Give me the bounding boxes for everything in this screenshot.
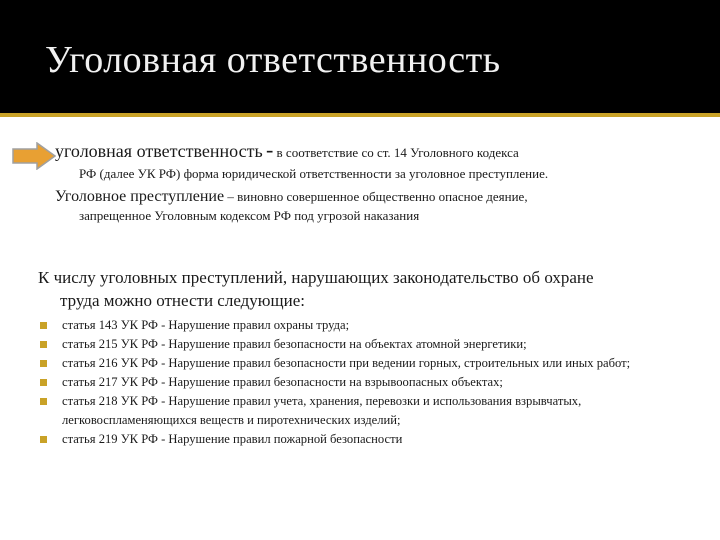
slide-title: Уголовная ответственность [45, 39, 501, 81]
accent-divider [0, 113, 720, 117]
definition-text-continued: запрещенное Уголовным кодексом РФ под угрозой наказания [79, 208, 420, 223]
list-item [38, 335, 703, 354]
list-item-text: статья 215 УК РФ - Нарушение правил безопасности на объектах атомной энергетики; [62, 337, 527, 351]
intro-line: К числу уголовных преступлений, нарушающих законодательство об охране [38, 268, 594, 287]
list-item-text: статья 217 УК РФ - Нарушение правил безопасности на взрывоопасных объектах; [62, 375, 503, 389]
definition-text: в соответствие со ст. 14 Уголовного кодекса [276, 145, 519, 160]
list-item [38, 373, 703, 392]
definition-term: уголовная ответственность [55, 141, 263, 161]
list-item-text: статья 218 УК РФ - Нарушение правил учета, хранения, перевозки и использования взрывчатых, легковоспламеняющихся веществ и пиротехнических изделий; [62, 394, 582, 427]
list-item-text: статья 216 УК РФ - Нарушение правил безопасности при ведении горных, строительных или иных работ; [62, 356, 631, 370]
square-bullet-icon [40, 436, 47, 443]
list-item-text: статья 219 УК РФ - Нарушение правил пожарной безопасности [62, 432, 403, 446]
list-item [38, 430, 703, 449]
definition-text-continued: РФ (далее УК РФ) форма юридической ответственности за уголовное преступление. [79, 166, 549, 181]
definition-dash: - [265, 137, 274, 162]
list-item-text: статья 143 УК РФ - Нарушение правил охраны труда; [62, 318, 350, 332]
title-bar [0, 0, 720, 113]
articles-list [38, 316, 703, 449]
intro-line-continued: труда можно отнести следующие: [60, 291, 305, 310]
square-bullet-icon [40, 398, 47, 405]
list-item [38, 354, 703, 373]
list-item [38, 392, 703, 430]
definition-criminal-liability [55, 139, 705, 184]
square-bullet-icon [40, 322, 47, 329]
definition-text: – виновно совершенное общественно опасное деяние, [227, 189, 528, 204]
list-item [38, 316, 703, 335]
square-bullet-icon [40, 341, 47, 348]
right-arrow-icon [12, 142, 56, 170]
intro-paragraph [38, 266, 708, 312]
square-bullet-icon [40, 379, 47, 386]
definition-criminal-offense [55, 186, 705, 226]
square-bullet-icon [40, 360, 47, 367]
definition-term: Уголовное преступление [55, 188, 225, 205]
